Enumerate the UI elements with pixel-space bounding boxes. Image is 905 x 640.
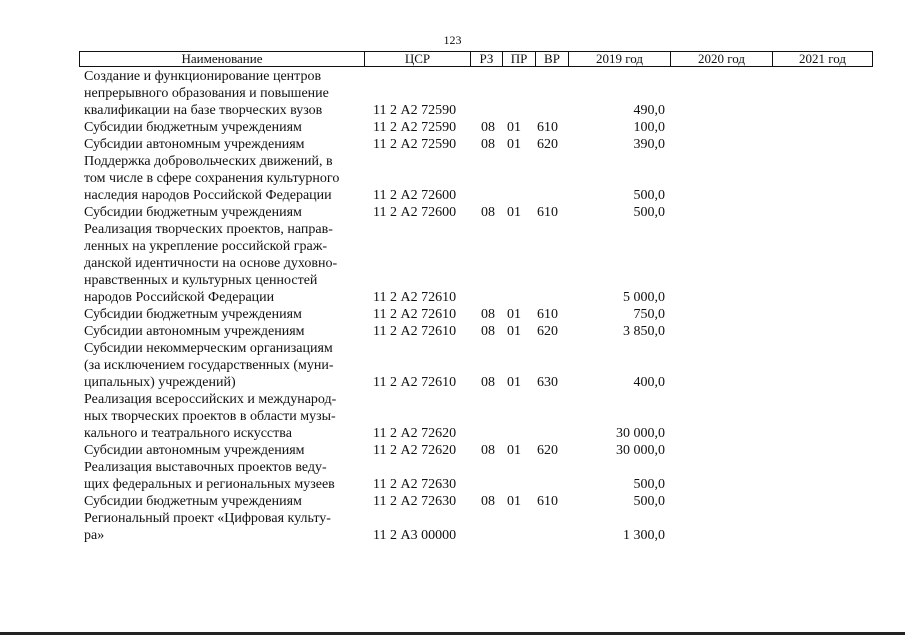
row-rz: 08 — [481, 494, 495, 509]
row-name-line: том числе в сфере сохранения культурного — [84, 171, 340, 186]
row-name-line: Субсидии автономным учреждениям — [84, 443, 305, 458]
row-2019-value: 500,0 — [633, 477, 665, 492]
row-csr: 11 2 А2 72610 — [373, 324, 457, 339]
row-csr: 11 2 А2 72620 — [373, 426, 457, 441]
col-header-name: Наименование — [80, 52, 365, 66]
row-2019-value: 3 850,0 — [623, 324, 665, 339]
table-header — [79, 51, 873, 67]
row-name-line: Региональный проект «Цифровая культу- — [84, 511, 331, 526]
row-pr: 01 — [507, 443, 521, 458]
row-name-line: Реализация выставочных проектов веду- — [84, 460, 327, 475]
row-2019-value: 500,0 — [633, 494, 665, 509]
table-row — [0, 119, 905, 136]
row-name-line: нравственных и культурных ценностей — [84, 273, 318, 288]
row-name-line: Субсидии бюджетным учреждениям — [84, 120, 302, 135]
row-csr: 11 2 А2 72590 — [373, 137, 457, 152]
row-name-line: ленных на укрепление российской граж- — [84, 239, 328, 254]
row-name-line: народов Российской Федерации — [84, 290, 275, 305]
row-csr: 11 2 А2 72600 — [373, 205, 457, 220]
table-row — [0, 136, 905, 153]
row-name-line: Реализация всероссийских и международ- — [84, 392, 337, 407]
row-2019-value: 5 000,0 — [623, 290, 665, 305]
row-2019-value: 400,0 — [633, 375, 665, 390]
row-2019-value: 750,0 — [633, 307, 665, 322]
row-2019-value: 100,0 — [633, 120, 665, 135]
row-name-line: Создание и функционирование центров — [84, 69, 322, 84]
col-header-csr: ЦСР — [365, 52, 471, 66]
row-2019-value: 30 000,0 — [616, 443, 665, 458]
row-vr: 620 — [537, 324, 558, 339]
row-name-line: ных творческих проектов в области музы- — [84, 409, 336, 424]
row-2019-value: 390,0 — [633, 137, 665, 152]
row-vr: 610 — [537, 120, 558, 135]
row-pr: 01 — [507, 324, 521, 339]
row-2019-value: 500,0 — [633, 205, 665, 220]
row-csr: 11 2 А2 72590 — [373, 120, 457, 135]
row-pr: 01 — [507, 307, 521, 322]
row-name — [84, 340, 369, 391]
table-row — [0, 391, 905, 442]
row-name-line: кального и театрального искусства — [84, 426, 292, 441]
row-name-line: Субсидии бюджетным учреждениям — [84, 307, 302, 322]
row-name — [84, 493, 369, 510]
table-row — [0, 340, 905, 391]
col-header-pr: ПР — [503, 52, 536, 66]
row-rz: 08 — [481, 205, 495, 220]
row-csr: 11 2 А2 72600 — [373, 188, 457, 203]
row-name-line: Поддержка добровольческих движений, в — [84, 154, 333, 169]
row-name — [84, 221, 369, 306]
col-header-2020: 2020 год — [671, 52, 773, 66]
row-vr: 620 — [537, 137, 558, 152]
row-2019-value: 490,0 — [633, 103, 665, 118]
row-csr: 11 2 А2 72610 — [373, 307, 457, 322]
row-vr: 630 — [537, 375, 558, 390]
row-vr: 610 — [537, 205, 558, 220]
row-name-line: наследия народов Российской Федерации — [84, 188, 332, 203]
row-name — [84, 136, 369, 153]
table-row — [0, 153, 905, 204]
row-csr: 11 2 А3 00000 — [373, 528, 457, 543]
row-csr: 11 2 А2 72630 — [373, 477, 457, 492]
table-row — [0, 459, 905, 493]
row-pr: 01 — [507, 494, 521, 509]
row-name — [84, 204, 369, 221]
row-name-line: ципальных) учреждений) — [84, 375, 236, 390]
row-name-line: ра» — [84, 528, 105, 543]
row-name-line: квалификации на базе творческих вузов — [84, 103, 323, 118]
row-name-line: Реализация творческих проектов, направ- — [84, 222, 333, 237]
row-name — [84, 68, 369, 119]
table-row — [0, 442, 905, 459]
col-header-2019: 2019 год — [569, 52, 671, 66]
row-name — [84, 442, 369, 459]
table-row — [0, 221, 905, 306]
col-header-rz: РЗ — [471, 52, 503, 66]
row-name-line: Субсидии автономным учреждениям — [84, 137, 305, 152]
bottom-border — [0, 632, 905, 635]
row-name-line: Субсидии бюджетным учреждениям — [84, 205, 302, 220]
row-name — [84, 459, 369, 493]
table-row — [0, 510, 905, 544]
row-name-line: (за исключением государственных (муни- — [84, 358, 334, 373]
row-name — [84, 510, 369, 544]
row-pr: 01 — [507, 375, 521, 390]
row-rz: 08 — [481, 307, 495, 322]
row-rz: 08 — [481, 137, 495, 152]
row-name — [84, 153, 369, 204]
row-name — [84, 323, 369, 340]
row-pr: 01 — [507, 120, 521, 135]
row-vr: 620 — [537, 443, 558, 458]
row-name — [84, 119, 369, 136]
row-rz: 08 — [481, 324, 495, 339]
row-vr: 610 — [537, 494, 558, 509]
row-pr: 01 — [507, 205, 521, 220]
table-row — [0, 493, 905, 510]
row-csr: 11 2 А2 72620 — [373, 443, 457, 458]
row-name-line: данской идентичности на основе духовно- — [84, 256, 338, 271]
table-row — [0, 323, 905, 340]
row-rz: 08 — [481, 443, 495, 458]
row-csr: 11 2 А2 72610 — [373, 290, 457, 305]
row-csr: 11 2 А2 72610 — [373, 375, 457, 390]
row-name-line: Субсидии автономным учреждениям — [84, 324, 305, 339]
row-rz: 08 — [481, 120, 495, 135]
row-2019-value: 500,0 — [633, 188, 665, 203]
row-2019-value: 30 000,0 — [616, 426, 665, 441]
row-2019-value: 1 300,0 — [623, 528, 665, 543]
row-name-line: непрерывного образования и повышение — [84, 86, 329, 101]
col-header-vr: ВР — [536, 52, 569, 66]
row-pr: 01 — [507, 137, 521, 152]
row-name — [84, 391, 369, 442]
page-number: 123 — [443, 33, 462, 47]
row-vr: 610 — [537, 307, 558, 322]
table-row — [0, 306, 905, 323]
table-row — [0, 68, 905, 119]
table-body — [0, 68, 905, 544]
row-csr: 11 2 А2 72630 — [373, 494, 457, 509]
col-header-2021: 2021 год — [799, 52, 846, 66]
row-name — [84, 306, 369, 323]
row-name-line: Субсидии некоммерческим организациям — [84, 341, 333, 356]
row-rz: 08 — [481, 375, 495, 390]
table-row — [0, 204, 905, 221]
row-name-line: щих федеральных и региональных музеев — [84, 477, 335, 492]
row-csr: 11 2 А2 72590 — [373, 103, 457, 118]
row-name-line: Субсидии бюджетным учреждениям — [84, 494, 302, 509]
